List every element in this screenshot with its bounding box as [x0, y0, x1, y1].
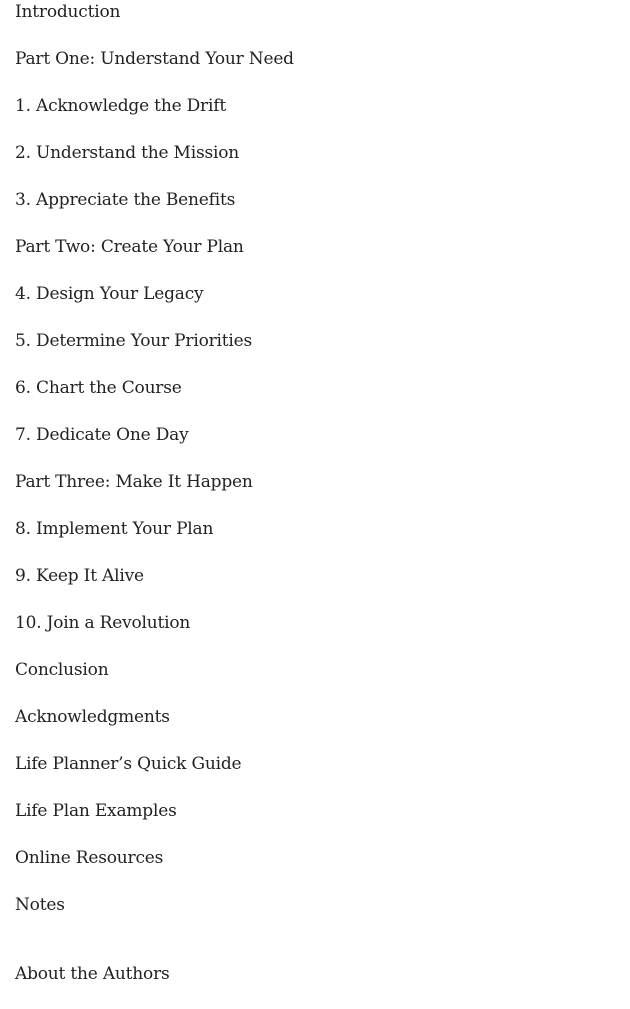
- toc-link-chapter-5[interactable]: 5. Determine Your Priorities: [15, 331, 253, 351]
- toc-link-acknowledgments[interactable]: Acknowledgments: [15, 707, 170, 727]
- toc-link-part-three[interactable]: Part Three: Make It Happen: [15, 472, 253, 492]
- toc-link-conclusion[interactable]: Conclusion: [15, 660, 109, 680]
- toc-link-part-one[interactable]: Part One: Understand Your Need: [15, 49, 294, 69]
- toc-link-introduction[interactable]: Introduction: [15, 2, 121, 22]
- toc-link-chapter-1[interactable]: 1. Acknowledge the Drift: [15, 96, 226, 116]
- toc-link-chapter-2[interactable]: 2. Understand the Mission: [15, 143, 240, 163]
- toc-link-online-resources[interactable]: Online Resources: [15, 848, 164, 868]
- table-of-contents: [15, 0, 615, 1009]
- toc-link-chapter-6[interactable]: 6. Chart the Course: [15, 378, 182, 398]
- toc-link-chapter-10[interactable]: 10. Join a Revolution: [15, 613, 191, 633]
- toc-link-notes[interactable]: Notes: [15, 895, 65, 915]
- toc-link-part-two[interactable]: Part Two: Create Your Plan: [15, 237, 244, 257]
- toc-link-chapter-7[interactable]: 7. Dedicate One Day: [15, 425, 189, 445]
- toc-link-chapter-9[interactable]: 9. Keep It Alive: [15, 566, 144, 586]
- toc-link-chapter-3[interactable]: 3. Appreciate the Benefits: [15, 190, 236, 210]
- toc-link-life-plan-examples[interactable]: Life Plan Examples: [15, 801, 177, 821]
- toc-link-about-the-authors[interactable]: About the Authors: [15, 964, 170, 984]
- toc-link-chapter-4[interactable]: 4. Design Your Legacy: [15, 284, 204, 304]
- toc-link-quick-guide[interactable]: Life Planner’s Quick Guide: [15, 754, 242, 774]
- toc-link-chapter-8[interactable]: 8. Implement Your Plan: [15, 519, 214, 539]
